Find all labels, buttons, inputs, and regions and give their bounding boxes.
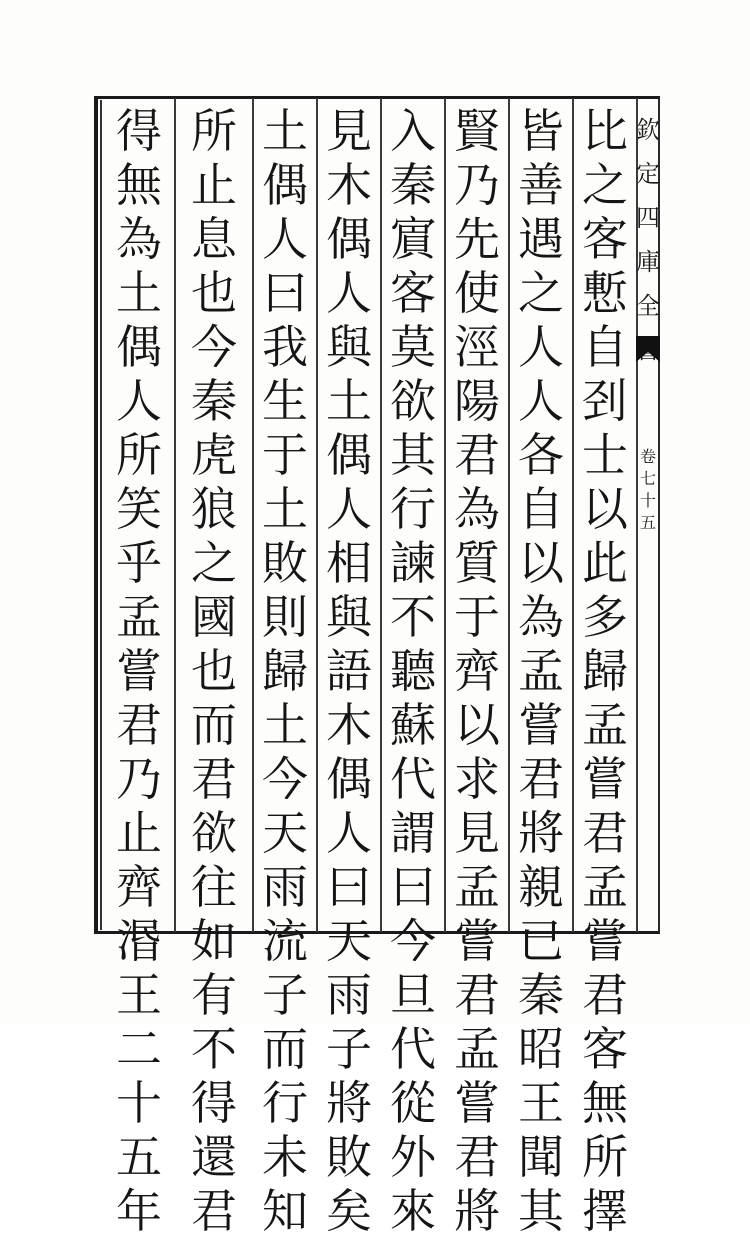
margin-title-character: 四 bbox=[636, 204, 660, 232]
text-character: 人 bbox=[262, 212, 308, 266]
text-character: 乎 bbox=[116, 536, 162, 590]
text-character: 嘗 bbox=[116, 644, 162, 698]
text-character: 偶 bbox=[326, 212, 372, 266]
text-character: 君 bbox=[582, 968, 628, 1022]
text-character: 嘗 bbox=[582, 752, 628, 806]
text-character: 相 bbox=[326, 536, 372, 590]
frame-inner-rule bbox=[100, 100, 102, 930]
text-character: 聞 bbox=[518, 1130, 564, 1184]
text-character: 皆 bbox=[518, 104, 564, 158]
margin-volume-character: 五 bbox=[639, 513, 656, 532]
text-character: 于 bbox=[454, 590, 500, 644]
text-character: 秦 bbox=[390, 158, 436, 212]
text-character: 王 bbox=[518, 1076, 564, 1130]
text-character: 代 bbox=[390, 752, 436, 806]
text-character: 語 bbox=[326, 644, 372, 698]
text-character: 君 bbox=[582, 806, 628, 860]
text-character: 之 bbox=[191, 536, 237, 590]
margin-title-character: 定 bbox=[636, 160, 660, 188]
text-character: 曰 bbox=[326, 860, 372, 914]
text-character: 孟 bbox=[454, 860, 500, 914]
text-character: 湣 bbox=[116, 914, 162, 968]
text-character: 旦 bbox=[390, 968, 436, 1022]
text-character: 士 bbox=[582, 428, 628, 482]
text-character: 偶 bbox=[116, 320, 162, 374]
text-character: 得 bbox=[116, 104, 162, 158]
text-character: 偶 bbox=[326, 752, 372, 806]
text-character: 擇 bbox=[582, 1184, 628, 1238]
text-character: 已 bbox=[518, 914, 564, 968]
text-character: 雨 bbox=[326, 968, 372, 1022]
text-character: 聽 bbox=[390, 644, 436, 698]
margin-volume-character: 七 bbox=[639, 469, 656, 488]
text-character: 嘗 bbox=[454, 914, 500, 968]
text-character: 欲 bbox=[390, 374, 436, 428]
text-character: 偶 bbox=[326, 428, 372, 482]
text-character: 遇 bbox=[518, 212, 564, 266]
text-character: 秦 bbox=[518, 968, 564, 1022]
text-character: 人 bbox=[326, 482, 372, 536]
text-character: 孟 bbox=[518, 644, 564, 698]
text-character: 人 bbox=[518, 320, 564, 374]
text-character: 土 bbox=[262, 482, 308, 536]
text-character: 各 bbox=[518, 428, 564, 482]
text-character: 虎 bbox=[191, 428, 237, 482]
margin-volume-character: 十 bbox=[639, 491, 656, 510]
text-character: 見 bbox=[454, 806, 500, 860]
text-character: 年 bbox=[116, 1184, 162, 1238]
text-character: 止 bbox=[116, 806, 162, 860]
text-character: 與 bbox=[326, 320, 372, 374]
text-character: 行 bbox=[262, 1076, 308, 1130]
text-character: 乃 bbox=[454, 158, 500, 212]
text-character: 之 bbox=[518, 266, 564, 320]
margin-volume-number bbox=[636, 446, 660, 534]
text-character: 國 bbox=[191, 590, 237, 644]
text-character: 不 bbox=[191, 1022, 237, 1076]
text-character: 土 bbox=[262, 104, 308, 158]
text-character: 得 bbox=[191, 1076, 237, 1130]
text-character: 矣 bbox=[326, 1184, 372, 1238]
margin-title-character: 全 bbox=[636, 292, 660, 320]
text-character: 客 bbox=[582, 212, 628, 266]
text-character: 則 bbox=[262, 590, 308, 644]
text-character: 知 bbox=[262, 1184, 308, 1238]
text-character: 莫 bbox=[390, 320, 436, 374]
text-character: 涇 bbox=[454, 320, 500, 374]
text-column-4 bbox=[384, 104, 442, 1238]
text-character: 以 bbox=[518, 536, 564, 590]
text-character: 以 bbox=[582, 482, 628, 536]
text-character: 人 bbox=[518, 374, 564, 428]
text-character: 將 bbox=[326, 1076, 372, 1130]
text-column-8 bbox=[110, 104, 168, 1238]
text-character: 入 bbox=[390, 104, 436, 158]
text-character: 二 bbox=[116, 1022, 162, 1076]
text-character: 曰 bbox=[262, 266, 308, 320]
text-character: 客 bbox=[390, 266, 436, 320]
text-character: 王 bbox=[116, 968, 162, 1022]
text-character: 偶 bbox=[262, 158, 308, 212]
text-character: 土 bbox=[262, 698, 308, 752]
text-column-6 bbox=[256, 104, 314, 1238]
text-character: 往 bbox=[191, 860, 237, 914]
text-character: 雨 bbox=[262, 860, 308, 914]
text-character: 將 bbox=[518, 806, 564, 860]
column-rule bbox=[252, 98, 254, 932]
text-character: 使 bbox=[454, 266, 500, 320]
column-rule bbox=[508, 98, 510, 932]
text-character: 天 bbox=[326, 914, 372, 968]
text-character: 子 bbox=[262, 968, 308, 1022]
text-character: 齊 bbox=[116, 860, 162, 914]
text-character: 之 bbox=[582, 158, 628, 212]
text-character: 也 bbox=[191, 266, 237, 320]
text-character: 流 bbox=[262, 914, 308, 968]
text-character: 見 bbox=[326, 104, 372, 158]
text-character: 孟 bbox=[582, 698, 628, 752]
margin-title-character: 庫 bbox=[636, 248, 660, 276]
text-character: 未 bbox=[262, 1130, 308, 1184]
text-character: 歸 bbox=[582, 644, 628, 698]
text-character: 木 bbox=[326, 698, 372, 752]
text-character: 五 bbox=[116, 1130, 162, 1184]
text-character: 質 bbox=[454, 536, 500, 590]
text-character: 欲 bbox=[191, 806, 237, 860]
text-character: 秦 bbox=[191, 374, 237, 428]
text-character: 來 bbox=[390, 1184, 436, 1238]
text-character: 今 bbox=[390, 914, 436, 968]
text-character: 土 bbox=[326, 374, 372, 428]
text-character: 也 bbox=[191, 644, 237, 698]
text-character: 還 bbox=[191, 1130, 237, 1184]
text-character: 與 bbox=[326, 590, 372, 644]
column-rule bbox=[380, 98, 382, 932]
text-character: 陽 bbox=[454, 374, 500, 428]
text-character: 歸 bbox=[262, 644, 308, 698]
text-character: 孟 bbox=[454, 1022, 500, 1076]
text-character: 子 bbox=[326, 1022, 372, 1076]
column-rule bbox=[174, 98, 176, 932]
text-character: 無 bbox=[582, 1076, 628, 1130]
text-character: 比 bbox=[582, 104, 628, 158]
text-character: 親 bbox=[518, 860, 564, 914]
text-character: 人 bbox=[326, 806, 372, 860]
text-character: 不 bbox=[390, 590, 436, 644]
text-character: 從 bbox=[390, 1076, 436, 1130]
text-character: 十 bbox=[116, 1076, 162, 1130]
text-character: 善 bbox=[518, 158, 564, 212]
text-character: 生 bbox=[262, 374, 308, 428]
text-column-1 bbox=[576, 104, 634, 1238]
text-character: 嘗 bbox=[518, 698, 564, 752]
text-character: 今 bbox=[191, 320, 237, 374]
text-character: 人 bbox=[326, 266, 372, 320]
text-character: 賢 bbox=[454, 104, 500, 158]
text-column-5 bbox=[320, 104, 378, 1238]
text-character: 為 bbox=[116, 212, 162, 266]
text-character: 木 bbox=[326, 158, 372, 212]
text-character: 行 bbox=[390, 482, 436, 536]
text-character: 君 bbox=[191, 752, 237, 806]
text-character: 而 bbox=[262, 1022, 308, 1076]
text-character: 以 bbox=[454, 698, 500, 752]
text-character: 君 bbox=[116, 698, 162, 752]
text-character: 刭 bbox=[582, 374, 628, 428]
margin-book-title bbox=[636, 108, 660, 372]
text-character: 君 bbox=[454, 968, 500, 1022]
text-character: 外 bbox=[390, 1130, 436, 1184]
text-column-3 bbox=[448, 104, 506, 1238]
text-character: 諫 bbox=[390, 536, 436, 590]
column-rule bbox=[572, 98, 574, 932]
text-character: 止 bbox=[191, 158, 237, 212]
text-character: 自 bbox=[518, 482, 564, 536]
text-character: 所 bbox=[191, 104, 237, 158]
text-character: 嘗 bbox=[454, 1076, 500, 1130]
text-character: 如 bbox=[191, 914, 237, 968]
text-character: 為 bbox=[454, 482, 500, 536]
text-character: 嘗 bbox=[582, 914, 628, 968]
text-column-2 bbox=[512, 104, 570, 1238]
text-character: 有 bbox=[191, 968, 237, 1022]
text-character: 所 bbox=[582, 1130, 628, 1184]
text-character: 君 bbox=[454, 1130, 500, 1184]
text-column-7 bbox=[185, 104, 243, 1238]
text-character: 笑 bbox=[116, 482, 162, 536]
text-character: 敗 bbox=[262, 536, 308, 590]
margin-title-character: 欽 bbox=[636, 116, 660, 144]
text-character: 多 bbox=[582, 590, 628, 644]
text-character: 自 bbox=[582, 320, 628, 374]
text-character: 狼 bbox=[191, 482, 237, 536]
text-character: 賔 bbox=[390, 212, 436, 266]
text-character: 昭 bbox=[518, 1022, 564, 1076]
text-character: 而 bbox=[191, 698, 237, 752]
text-character: 天 bbox=[262, 806, 308, 860]
text-character: 謂 bbox=[390, 806, 436, 860]
text-character: 求 bbox=[454, 752, 500, 806]
margin-volume-character: 卷 bbox=[639, 447, 656, 466]
text-character: 我 bbox=[262, 320, 308, 374]
text-character: 為 bbox=[518, 590, 564, 644]
text-character: 人 bbox=[116, 374, 162, 428]
fishtail-mark bbox=[636, 336, 660, 352]
text-character: 將 bbox=[454, 1184, 500, 1238]
text-character: 先 bbox=[454, 212, 500, 266]
text-character: 土 bbox=[116, 266, 162, 320]
text-character: 曰 bbox=[390, 860, 436, 914]
text-character: 今 bbox=[262, 752, 308, 806]
text-character: 此 bbox=[582, 536, 628, 590]
text-character: 君 bbox=[518, 752, 564, 806]
text-character: 無 bbox=[116, 158, 162, 212]
text-character: 敗 bbox=[326, 1130, 372, 1184]
text-character: 客 bbox=[582, 1022, 628, 1076]
text-character: 君 bbox=[454, 428, 500, 482]
text-character: 其 bbox=[390, 428, 436, 482]
text-character: 齊 bbox=[454, 644, 500, 698]
text-character: 其 bbox=[518, 1184, 564, 1238]
text-character: 息 bbox=[191, 212, 237, 266]
text-character: 于 bbox=[262, 428, 308, 482]
text-character: 君 bbox=[191, 1184, 237, 1238]
text-character: 孟 bbox=[116, 590, 162, 644]
text-character: 蘇 bbox=[390, 698, 436, 752]
text-character: 所 bbox=[116, 428, 162, 482]
text-character: 孟 bbox=[582, 860, 628, 914]
column-rule bbox=[444, 98, 446, 932]
text-character: 乃 bbox=[116, 752, 162, 806]
text-character: 慙 bbox=[582, 266, 628, 320]
text-character: 代 bbox=[390, 1022, 436, 1076]
column-rule bbox=[316, 98, 318, 932]
